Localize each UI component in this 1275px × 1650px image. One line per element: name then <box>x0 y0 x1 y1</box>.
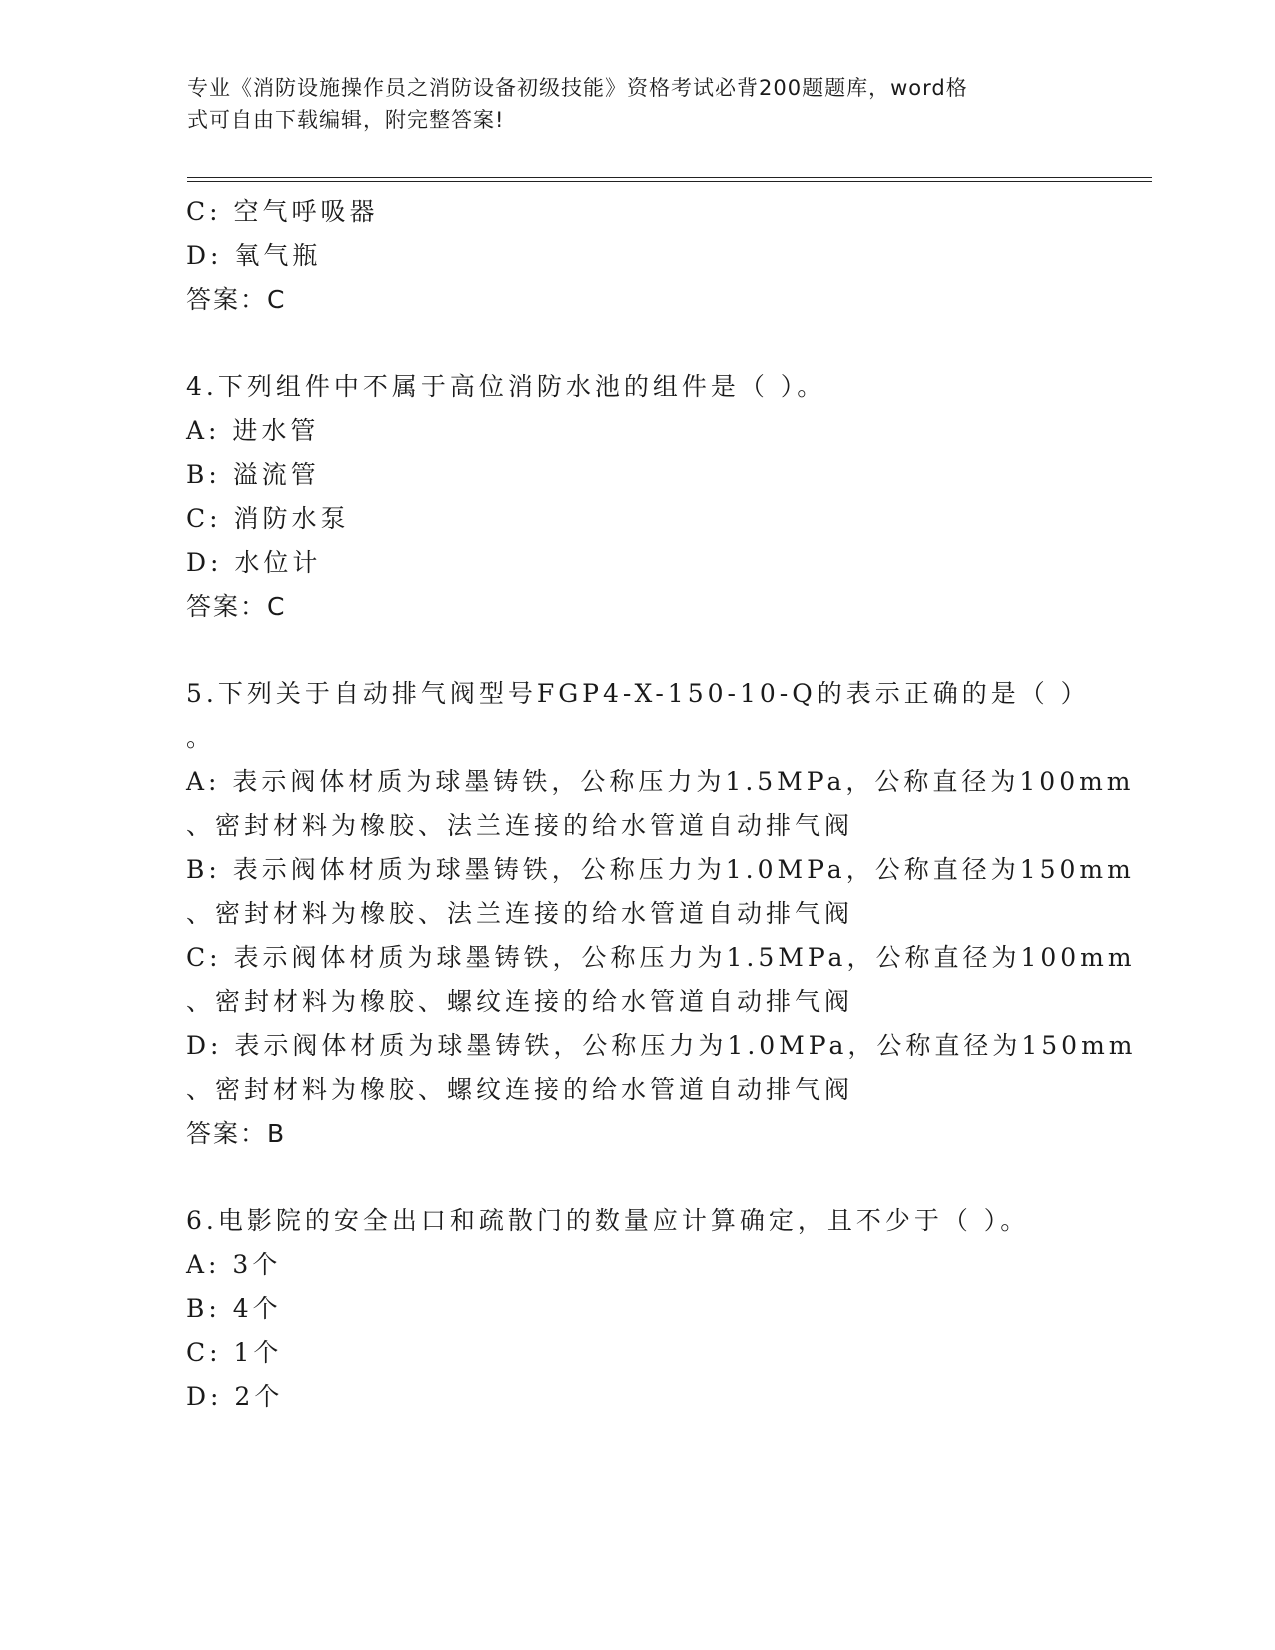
q6-option-a: A: 3个 <box>186 1250 282 1279</box>
q4-stem: 4.下列组件中不属于高位消防水池的组件是（ ）。 <box>186 372 827 401</box>
header-rule-bottom <box>187 181 1152 182</box>
q6-option-d: D: 2个 <box>186 1382 284 1411</box>
q5-option-d-cont: 、密封材料为橡胶、螺纹连接的给水管道自动排气阀 <box>186 1075 854 1104</box>
q5-answer: 答案：B <box>186 1119 287 1148</box>
q5-stem-cont: 。 <box>186 723 216 752</box>
header-rule-top <box>187 177 1152 178</box>
q5-stem: 5.下列关于自动排气阀型号FGP4-X-150-10-Q的表示正确的是（ ） <box>186 679 1090 708</box>
q3-answer: 答案：C <box>186 285 287 314</box>
q4-option-a: A: 进水管 <box>186 416 320 445</box>
q6-option-b: B: 4个 <box>186 1294 282 1323</box>
header-line-2: 式可自由下载编辑，附完整答案! <box>187 108 505 132</box>
q5-option-b: B: 表示阀体材质为球墨铸铁，公称压力为1.0MPa，公称直径为150mm <box>186 855 1135 884</box>
q3-option-c: C: 空气呼吸器 <box>186 197 379 226</box>
header-line-1: 专业《消防设施操作员之消防设备初级技能》资格考试必背200题题库，word格 <box>187 76 968 100</box>
q4-answer: 答案：C <box>186 592 287 621</box>
q4-option-d: D: 水位计 <box>186 548 322 577</box>
q4-option-c: C: 消防水泵 <box>186 504 350 533</box>
q6-stem: 6.电影院的安全出口和疏散门的数量应计算确定，且不少于（ ）。 <box>186 1206 1030 1235</box>
q5-option-c-cont: 、密封材料为橡胶、螺纹连接的给水管道自动排气阀 <box>186 987 854 1016</box>
q5-option-b-cont: 、密封材料为橡胶、法兰连接的给水管道自动排气阀 <box>186 899 854 928</box>
q5-option-d: D: 表示阀体材质为球墨铸铁，公称压力为1.0MPa，公称直径为150mm <box>186 1031 1137 1060</box>
q5-option-c: C: 表示阀体材质为球墨铸铁，公称压力为1.5MPa，公称直径为100mm <box>186 943 1136 972</box>
q5-option-a: A: 表示阀体材质为球墨铸铁，公称压力为1.5MPa，公称直径为100mm <box>186 767 1135 796</box>
q6-option-c: C: 1个 <box>186 1338 283 1367</box>
document-header <box>187 72 1067 136</box>
q4-option-b: B: 溢流管 <box>186 460 320 489</box>
q5-option-a-cont: 、密封材料为橡胶、法兰连接的给水管道自动排气阀 <box>186 811 854 840</box>
q3-option-d: D: 氧气瓶 <box>186 241 322 270</box>
